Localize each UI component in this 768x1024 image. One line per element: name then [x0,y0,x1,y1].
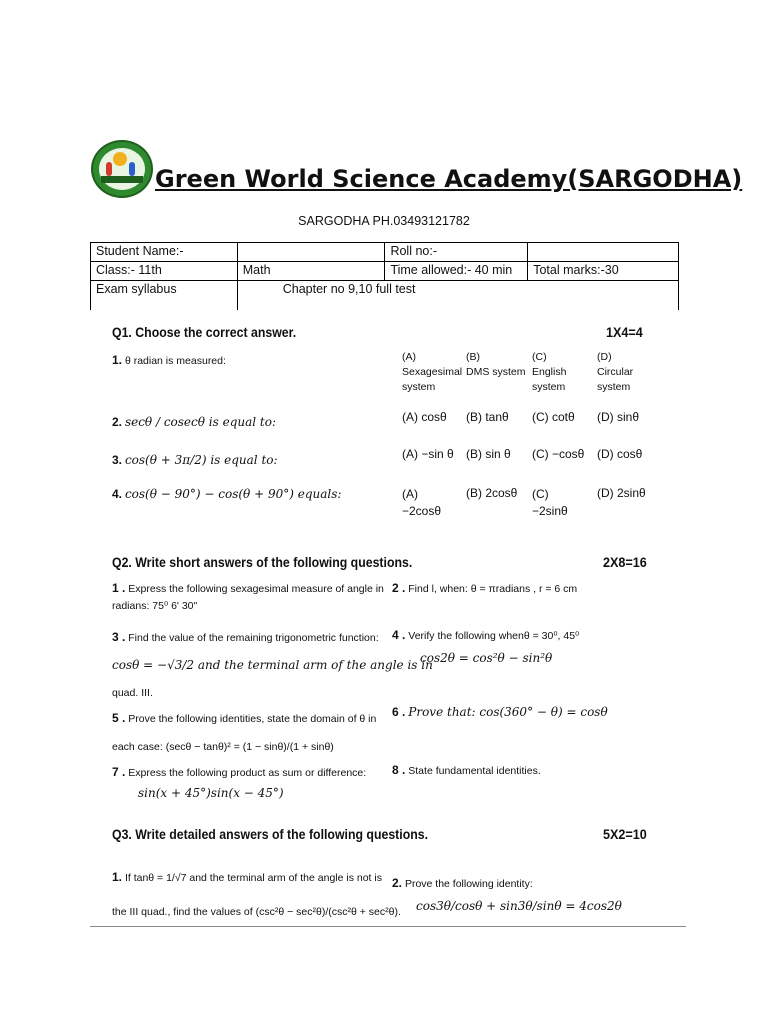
q1-3-option-a: (A) −sin θ [402,447,454,461]
q2-item-8: 8 . State fundamental identities. [392,763,541,777]
q1-2-option-a: (A) cosθ [402,410,447,424]
syllabus-label: Exam syllabus [91,281,238,311]
student-name-label: Student Name:- [91,243,238,262]
q1-heading: Q1. Choose the correct answer. [112,324,297,340]
q1-1-option-d: (D) Circular system [597,351,634,393]
q2-item-7: 7 . Express the following product as sum or difference: sin(x + 45°)sin(x − 45°) [112,765,367,800]
q1-4-option-a: (A) −2cosθ [402,487,442,518]
subject-value: Math [237,262,385,281]
roll-no-value [528,243,679,262]
q2-item-5: 5 . Prove the following identities, state the domain of θ in each case: (secθ − tanθ)² = (1 − sinθ)/(1 + sinθ) [112,711,377,753]
academy-title: Green World Science Academy(SARGODHA) [155,165,743,193]
q3-heading: Q3. Write detailed answers of the following questions. [112,826,429,842]
q1-4-option-d: (D) 2sinθ [597,486,646,500]
q2-marks: 2X8=16 [603,554,647,570]
time-allowed: Time allowed:- 40 min [385,262,528,281]
q3-item-1: 1. If tanθ = 1/√7 and the terminal arm of the angle is not is the III quad., find the values of (csc²θ − sec²θ)/(csc²θ + sec²θ). [112,870,401,918]
q2-item-2: 2 . Find l, when: θ = πradians , r = 6 cm [392,581,578,595]
class-label: Class:- 11th [91,262,238,281]
q1-3-option-b: (B) sin θ [466,447,511,461]
q1-2-option-d: (D) sinθ [597,410,640,424]
q1-1-option-c: (C) English system [532,351,567,393]
student-info-table [90,242,679,310]
q1-item-1: 1. θ radian is measured: [112,353,226,367]
q1-4-option-b: (B) 2cosθ [466,486,518,500]
q3-marks: 5X2=10 [603,826,647,842]
q2-item-4: 4 . Verify the following whenθ = 30⁰, 45⁰ cos2θ = cos²θ − sin²θ [392,628,580,665]
q1-item-4: 4. cos(θ − 90°) − cos(θ + 90°) equals: [112,487,342,501]
q1-3-option-c: (C) −cosθ [532,447,585,461]
q2-item-1: 1 . Express the following sexagesimal measure of angle in radians: 75⁰ 6' 30" [112,581,384,612]
student-name-value [237,243,385,262]
roll-no-label: Roll no:- [385,243,528,262]
q1-1-option-a: (A) Sexagesimal system [402,351,463,393]
q1-1-option-b: (B) DMS system [466,351,526,378]
q1-3-option-d: (D) cosθ [597,447,643,461]
total-marks: Total marks:-30 [528,262,679,281]
q1-item-3: 3. cos(θ + 3π/2) is equal to: [112,453,278,467]
q1-2-option-c: (C) cotθ [532,410,575,424]
q3-item-2: 2. Prove the following identity: cos3θ/cosθ + sin3θ/sinθ = 4cos2θ [392,876,622,913]
q2-heading: Q2. Write short answers of the following questions. [112,554,413,570]
q1-marks: 1X4=4 [606,324,643,340]
q1-item-2: 2. secθ / cosecθ is equal to: [112,415,276,429]
q2-item-6: 6 . Prove that: cos(360° − θ) = cosθ [392,705,608,719]
academy-logo [91,140,153,198]
q2-item-3: 3 . Find the value of the remaining trigonometric function: cosθ = −√3/2 and the terminal arm of the angle is in quad. III. [112,630,433,699]
academy-phone: SARGODHA PH.03493121782 [298,214,470,228]
bottom-divider [90,926,686,927]
q1-4-option-c: (C) −2sinθ [532,487,568,518]
q1-2-option-b: (B) tanθ [466,410,509,424]
syllabus-value: Chapter no 9,10 full test [237,281,678,311]
